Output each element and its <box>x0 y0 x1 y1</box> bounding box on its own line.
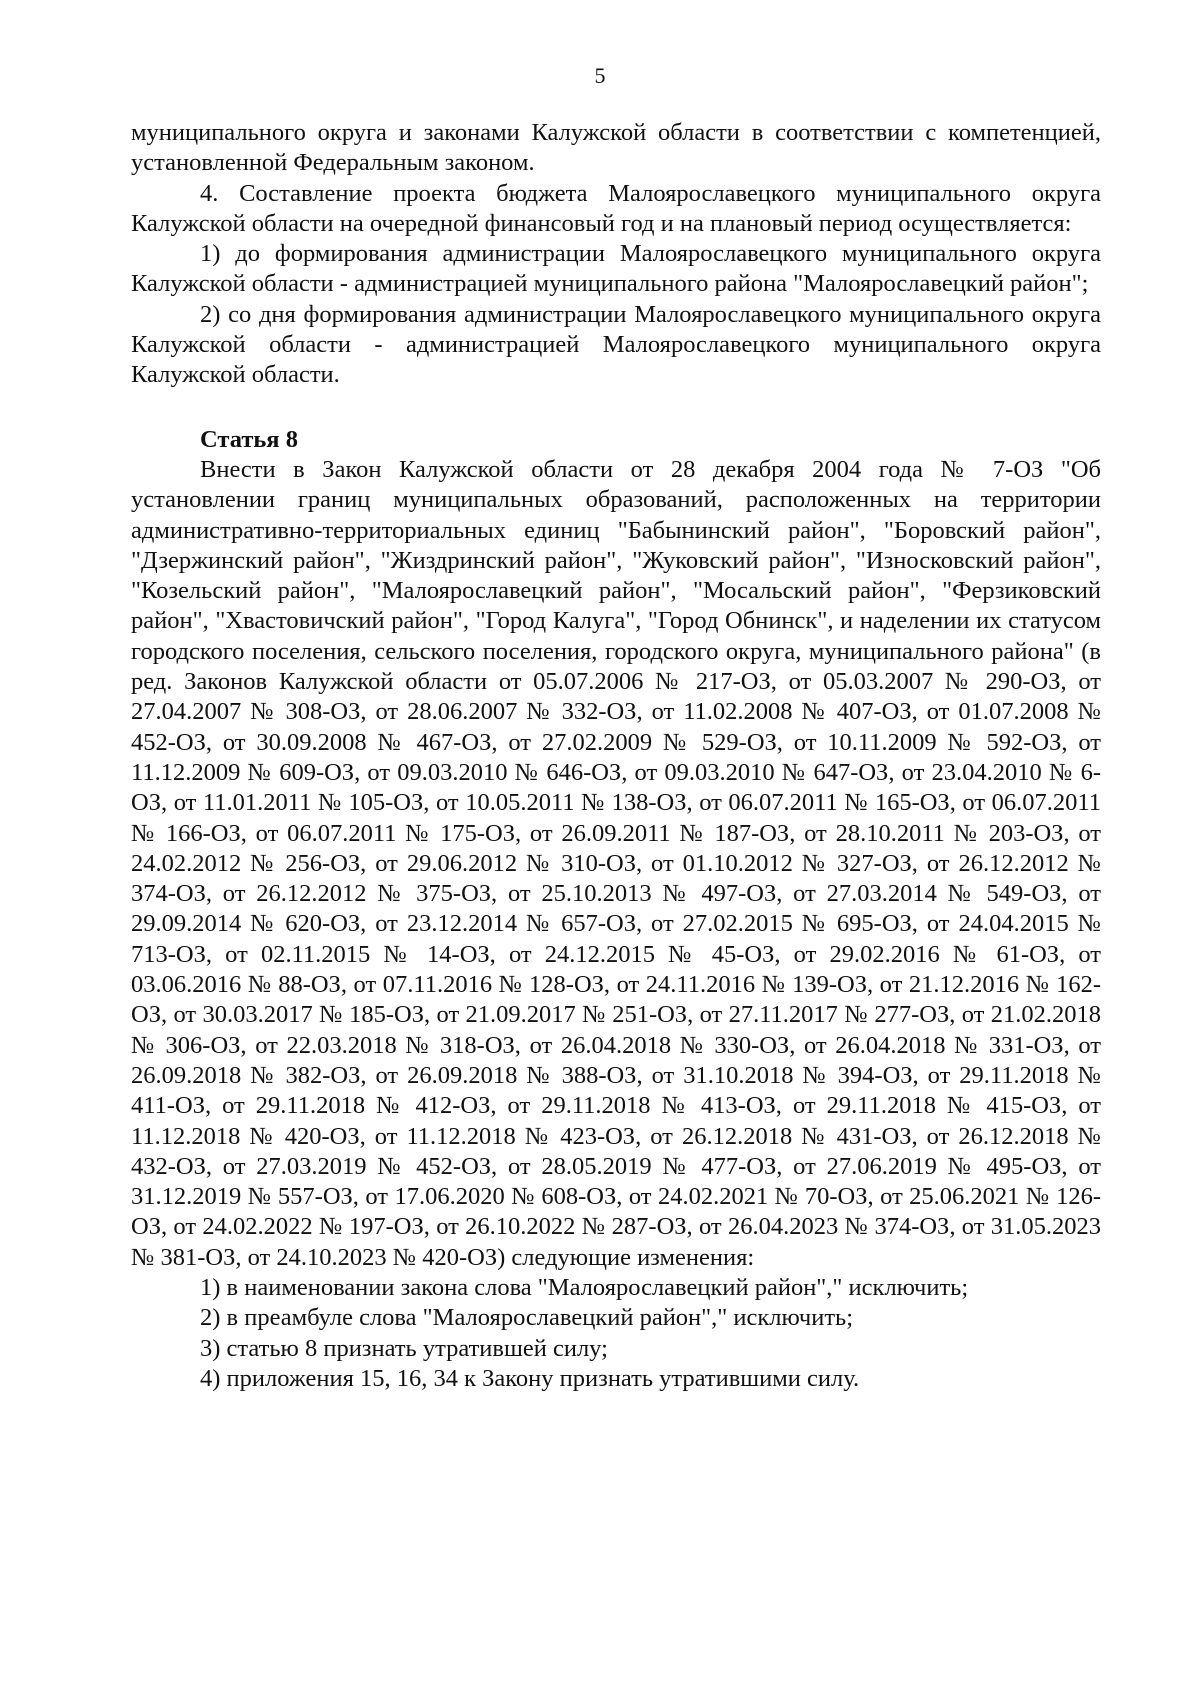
amendment-item-2: 2) в преамбуле слова "Малоярославецкий район"," исключить; <box>200 1304 854 1332</box>
paragraph-subitem-2: 2) со дня формирования администрации Малоярославецкого муниципального округа Калужской области - администрацией Малоярославецкого муниципального округа Калужской области. <box>131 300 1101 389</box>
paragraph-subitem-1: 1) до формирования администрации Малоярославецкого муниципального округа Калужской области - администрацией муниципального района "Малоярославецкий район"; <box>131 240 1101 298</box>
paragraph-continuation: муниципального округа и законами Калужской области в соответствии с компетенцией, установленной Федеральным законом. <box>131 119 1101 177</box>
amendment-item-3: 3) статью 8 признать утратившей силу; <box>200 1334 608 1362</box>
document-body <box>131 118 1101 1394</box>
article-heading: Статья 8 <box>200 425 298 453</box>
article-body-paragraph: Внести в Закон Калужской области от 28 декабря 2004 года № 7-ОЗ "Об установлении границ муниципальных образований, расположенных на территории административно-территориальных единиц "Бабынинский район", "Боровский район", "Дзержинский район", "Жиздринский район", "Жуковский район", "Износковский район", "Козельский район", "Малоярославецкий район", "Мосальский район", "Ферзиковский район", "Хвастовичский район", "Город Калуга", "Город Обнинск", и наделении их статусом городского поселения, сельского поселения, городского округа, муниципального района" (в ред. Законов Калужской области от 05.07.2006 № 217-ОЗ, от 05.03.2007 № 290-ОЗ, от 27.04.2007 № 308-ОЗ, от 28.06.2007 № 332-ОЗ, от 11.02.2008 № 407-ОЗ, от 01.07.2008 № 452-ОЗ, от 30.09.2008 № 467-ОЗ, от 27.02.2009 № 529-ОЗ, от 10.11.2009 № 592-ОЗ, от 11.12.2009 № 609-ОЗ, от 09.03.2010 № 646-ОЗ, от 09.03.2010 № 647-ОЗ, от 23.04.2010 № 6-ОЗ, от 11.01.2011 № 105-ОЗ, от 10.05.2011 № 138-ОЗ, от 06.07.2011 № 165-ОЗ, от 06.07.2011 № 166-ОЗ, от 06.07.2011 № 175-ОЗ, от 26.09.2011 № 187-ОЗ, от 28.10.2011 № 203-ОЗ, от 24.02.2012 № 256-ОЗ, от 29.06.2012 № 310-ОЗ, от 01.10.2012 № 327-ОЗ, от 26.12.2012 № 374-ОЗ, от 26.12.2012 № 375-ОЗ, от 25.10.2013 № 497-ОЗ, от 27.03.2014 № 549-ОЗ, от 29.09.2014 № 620-ОЗ, от 23.12.2014 № 657-ОЗ, от 27.02.2015 № 695-ОЗ, от 24.04.2015 № 713-ОЗ, от 02.11.2015 № 14-ОЗ, от 24.12.2015 № 45-ОЗ, от 29.02.2016 № 61-ОЗ, от 03.06.2016 № 88-ОЗ, от 07.11.2016 № 128-ОЗ, от 24.11.2016 № 139-ОЗ, от 21.12.2016 № 162-ОЗ, от 30.03.2017 № 185-ОЗ, от 21.09.2017 № 251-ОЗ, от 27.11.2017 № 277-ОЗ, от 21.02.2018 № 306-ОЗ, от 22.03.2018 № 318-ОЗ, от 26.04.2018 № 330-ОЗ, от 26.04.2018 № 331-ОЗ, от 26.09.2018 № 382-ОЗ, от 26.09.2018 № 388-ОЗ, от 31.10.2018 № 394-ОЗ, от 29.11.2018 № 411-ОЗ, от 29.11.2018 № 412-ОЗ, от 29.11.2018 № 413-ОЗ, от 29.11.2018 № 415-ОЗ, от 11.12.2018 № 420-ОЗ, от 11.12.2018 № 423-ОЗ, от 26.12.2018 № 431-ОЗ, от 26.12.2018 № 432-ОЗ, от 27.03.2019 № 452-ОЗ, от 28.05.2019 № 477-ОЗ, от 27.06.2019 № 495-ОЗ, от 31.12.2019 № 557-ОЗ, от 17.06.2020 № 608-ОЗ, от 24.02.2021 № 70-ОЗ, от 25.06.2021 № 126-ОЗ, от 24.02.2022 № 197-ОЗ, от 26.10.2022 № 287-ОЗ, от 26.04.2023 № 374-ОЗ, от 31.05.2023 № 381-ОЗ, от 24.10.2023 № 420-ОЗ) следующие изменения: <box>131 455 1101 1271</box>
paragraph-item-4: 4. Составление проекта бюджета Малоярославецкого муниципального округа Калужской области на очередной финансовый год и на плановый период осуществляется: <box>131 179 1101 237</box>
page-number: 5 <box>594 63 606 88</box>
amendment-item-4: 4) приложения 15, 16, 34 к Закону признать утратившими силу. <box>200 1364 860 1392</box>
amendment-item-1: 1) в наименовании закона слова "Малоярославецкий район"," исключить; <box>200 1273 969 1301</box>
